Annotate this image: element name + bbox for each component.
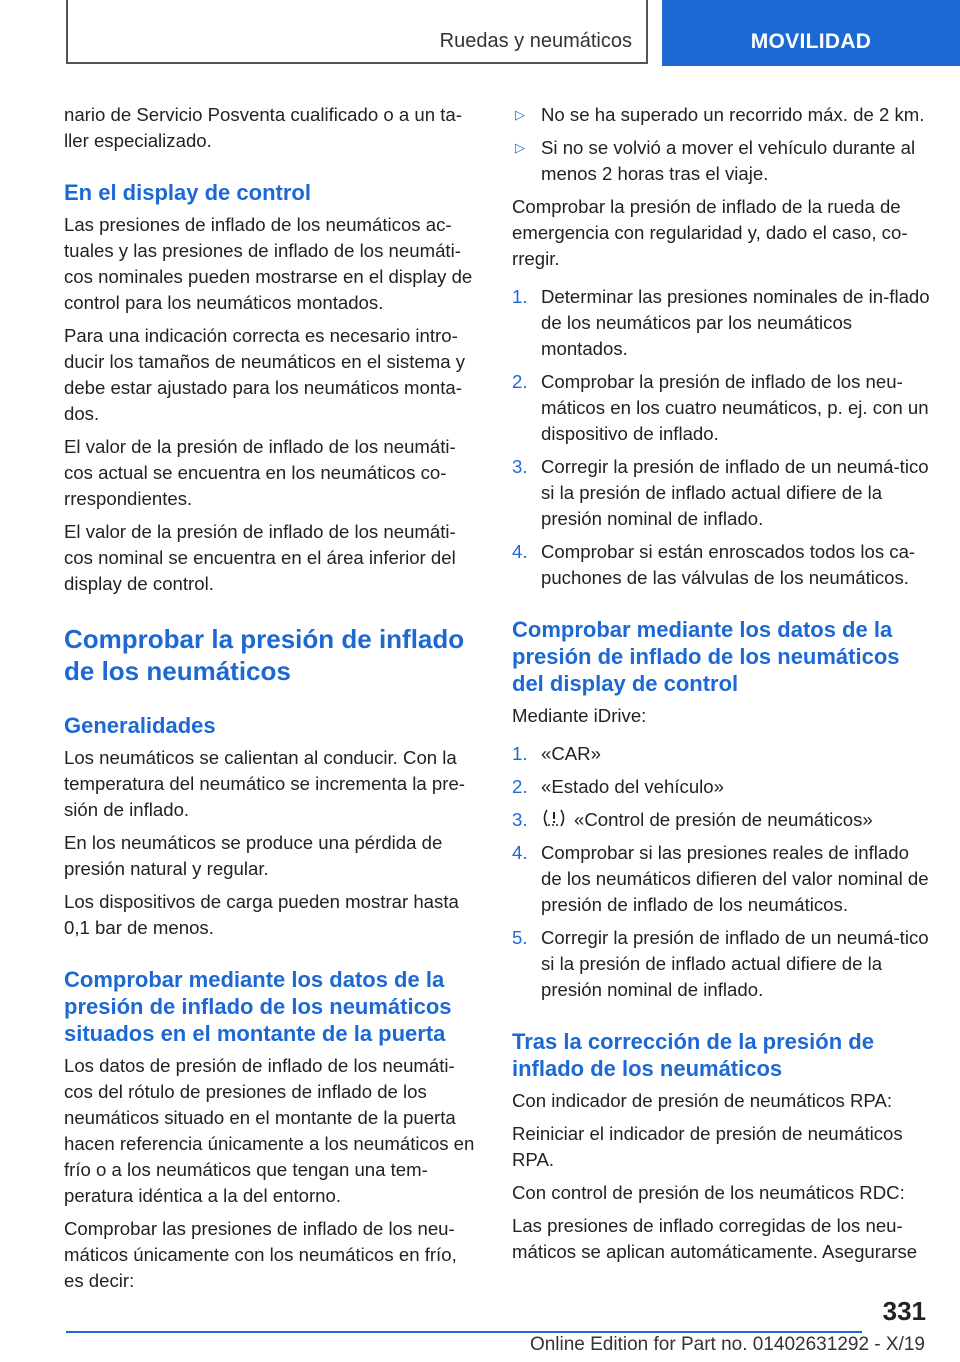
display-paragraph-1: Las presiones de inflado de los neumáticos ac-tuales y las presiones de inflado de los neumáti-cos nominales pueden mostrarse en el display de control para los neumáticos montados. [64, 214, 473, 313]
general-paragraph-3: Los dispositivos de carga pueden mostrar hasta 0,1 bar de menos. [64, 891, 459, 938]
after-paragraph-2: Reiniciar el indicador de presión de neumáticos RPA. [512, 1123, 903, 1170]
idrive-step-item [512, 807, 932, 833]
heading-main: Comprobar la presión de inflado de los neumáticos [64, 624, 465, 686]
triangle-right-icon: ▷ [515, 140, 525, 155]
page-number: 331 [882, 1296, 926, 1326]
header-section-title: Ruedas y neumáticos [439, 30, 632, 52]
step-text: «Control de presión de neumáticos» [574, 809, 873, 830]
header-chapter-tab [662, 0, 960, 66]
heading-door: Comprobar mediante los datos de la presión de inflado de los neumáticos situados en el montante de la puerta [64, 967, 452, 1046]
bullet-text: No se ha superado un recorrido máx. de 2 km. [541, 104, 925, 125]
step-item [512, 539, 932, 591]
heading-display: En el display de control [64, 180, 311, 205]
after-paragraph-3: Con control de presión de los neumáticos RDC: [512, 1182, 905, 1203]
display-paragraph-4: El valor de la presión de inflado de los neumáti-cos nominal se encuentra en el área inferior del display de control. [64, 521, 456, 594]
step-item [512, 454, 932, 532]
step-number: 5. [512, 927, 528, 948]
after-paragraph-1: Con indicador de presión de neumáticos RPA: [512, 1090, 893, 1111]
step-number: 1. [512, 743, 528, 764]
heading-after-correction: Tras la corrección de la presión de inflado de los neumáticos [512, 1029, 874, 1081]
idrive-step-item [512, 925, 932, 1003]
spare-wheel-paragraph: Comprobar la presión de inflado de la rueda de emergencia con regularidad y, dado el caso, co-rregir. [512, 196, 908, 269]
step-number: 1. [512, 286, 528, 307]
step-number: 4. [512, 842, 528, 863]
step-number: 4. [512, 541, 528, 562]
step-text: Corregir la presión de inflado de un neumá-tico si la presión de inflado actual difiere de la presión nominal de inflado. [541, 456, 929, 529]
tire-pressure-warning-icon [541, 807, 567, 829]
header-chapter-title: MOVILIDAD [750, 30, 872, 53]
triangle-right-icon: ▷ [515, 107, 525, 122]
step-number: 3. [512, 456, 528, 477]
step-number: 2. [512, 371, 528, 392]
general-paragraph-1: Los neumáticos se calientan al conducir. Con la temperatura del neumático se incrementa la pre-sión de inflado. [64, 747, 466, 820]
step-text: Comprobar la presión de inflado de los neu-máticos en los cuatro neumáticos, p. ej. con un dispositivo de inflado. [541, 371, 929, 444]
bullet-item [512, 102, 932, 128]
intro-paragraph: nario de Servicio Posventa cualificado o a un ta-ller especializado. [64, 104, 462, 151]
step-item [512, 284, 932, 362]
bullet-item [512, 135, 932, 187]
step-text: Comprobar si están enroscados todos los ca-puchones de las válvulas de los neumáticos. [541, 541, 916, 588]
right-column [512, 102, 932, 1272]
step-text: Determinar las presiones nominales de in-flado de los neumáticos par los neumáticos montados. [541, 286, 930, 359]
idrive-step-item [512, 774, 932, 800]
bullet-text: Si no se volvió a mover el vehículo durante al menos 2 horas tras el viaje. [541, 137, 916, 184]
step-number: 2. [512, 776, 528, 797]
display-paragraph-3: El valor de la presión de inflado de los neumáti-cos actual se encuentra en los neumáticos co-rrespondientes. [64, 436, 456, 509]
door-paragraph-1: Los datos de presión de inflado de los neumáti-cos del rótulo de presiones de inflado de los neumáticos situado en el montante de la puerta hacen referencia únicamente a los neumáticos en frío o a los neumáticos que tengan una tem-peratura idéntica a la del entorno. [64, 1055, 475, 1206]
header-section-box [66, 0, 648, 64]
step-text: Corregir la presión de inflado de un neumá-tico si la presión de inflado actual difiere de la presión nominal de inflado. [541, 927, 929, 1000]
step-item [512, 369, 932, 447]
step-text: Comprobar si las presiones reales de inflado de los neumáticos difieren del valor nominal de presión de inflado de los neumáticos. [541, 842, 929, 915]
heading-control-display: Comprobar mediante los datos de la presión de inflado de los neumáticos del display de control [512, 617, 900, 696]
footer-divider [66, 1331, 862, 1333]
step-text: «CAR» [541, 743, 601, 764]
heading-general: Generalidades [64, 713, 216, 738]
left-column [64, 102, 478, 1301]
display-paragraph-2: Para una indicación correcta es necesario intro-ducir los tamaños de neumáticos en el sistema y debe estar ajustado para los neumáticos monta-dos. [64, 325, 465, 424]
after-paragraph-4: Las presiones de inflado corregidas de los neu-máticos se aplican automáticamente. Asegurarse [512, 1215, 918, 1262]
general-paragraph-2: En los neumáticos se produce una pérdida de presión natural y regular. [64, 832, 443, 879]
footer-edition: Online Edition for Part no. 01402631292 - X/19 [529, 1334, 925, 1355]
idrive-step-item [512, 741, 932, 767]
door-paragraph-2: Comprobar las presiones de inflado de los neu-máticos únicamente con los neumáticos en frío, es decir: [64, 1218, 457, 1291]
idrive-step-item [512, 840, 932, 918]
step-text: «Estado del vehículo» [541, 776, 724, 797]
idrive-paragraph: Mediante iDrive: [512, 705, 647, 726]
step-number: 3. [512, 809, 528, 830]
